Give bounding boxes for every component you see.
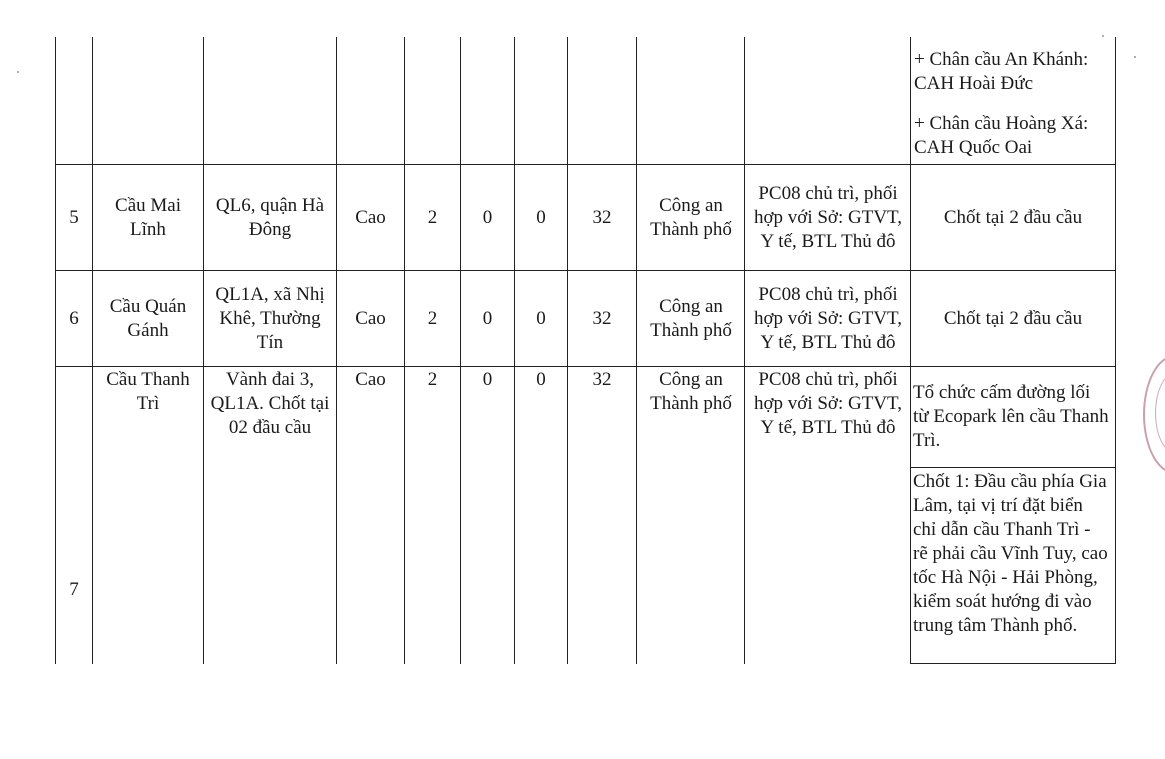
row5-n2: 0 bbox=[482, 206, 493, 228]
row6-level: Cao bbox=[355, 307, 386, 329]
row7-location: Vành đai 3, QL1A. Chốt tại 02 đầu cầu bbox=[210, 369, 330, 438]
col-border-10 bbox=[910, 37, 911, 664]
col-border-2 bbox=[203, 37, 204, 664]
top-note-2: + Chân cầu Hoàng Xá: CAH Quốc Oai bbox=[914, 113, 1089, 158]
row7-n3: 0 bbox=[536, 369, 546, 390]
row-border-3 bbox=[55, 366, 1115, 367]
scan-speck bbox=[1102, 35, 1104, 37]
row7-n4: 32 bbox=[592, 369, 612, 390]
note-split-border bbox=[910, 467, 1115, 468]
scan-speck bbox=[17, 71, 19, 73]
row5-n3: 0 bbox=[536, 206, 546, 228]
col-border-8 bbox=[636, 37, 637, 664]
col-border-1 bbox=[92, 37, 93, 664]
row6-unit: Công an Thành phố bbox=[650, 295, 732, 341]
col-border-11 bbox=[1115, 37, 1116, 664]
row5-level: Cao bbox=[355, 206, 386, 228]
row7-stt: 7 bbox=[69, 579, 79, 600]
note-bottom-border bbox=[910, 663, 1115, 664]
row5-name: Cầu Mai Lĩnh bbox=[115, 194, 181, 240]
row5-n4: 32 bbox=[592, 206, 612, 228]
row7-unit: Công an Thành phố bbox=[650, 369, 732, 414]
row7-coordination: PC08 chủ trì, phối hợp với Sở: GTVT, Y tế, BTL Thủ đô bbox=[753, 369, 902, 438]
row5-location: QL6, quận Hà Đông bbox=[215, 194, 325, 240]
row7-note-2: Chốt 1: Đầu cầu phía Gia Lâm, tại vị trí đặt biển chỉ dẫn cầu Thanh Trì - rẽ phải cầu Vĩnh Tuy, cao tốc Hà Nội - Hải Phòng, kiểm soát hướng đi vào trung tâm Thành phố. bbox=[913, 471, 1108, 636]
row7-n1: 2 bbox=[427, 369, 438, 390]
row5-n1: 2 bbox=[427, 206, 438, 228]
row7-note-1: Tổ chức cấm đường lối từ Ecopark lên cầu Thanh Trì. bbox=[913, 382, 1109, 451]
row7-level: Cao bbox=[355, 369, 386, 390]
row7-n2: 0 bbox=[482, 369, 493, 390]
row6-coordination: PC08 chủ trì, phối hợp với Sở: GTVT, Y tế, BTL Thủ đô bbox=[753, 283, 902, 353]
row5-unit: Công an Thành phố bbox=[650, 194, 732, 240]
row6-n1: 2 bbox=[427, 307, 438, 329]
top-note-1: + Chân cầu An Khánh: CAH Hoài Đức bbox=[914, 49, 1089, 94]
row6-n2: 0 bbox=[482, 307, 493, 329]
scan-speck bbox=[1134, 56, 1136, 58]
row6-name: Cầu Quán Gánh bbox=[109, 295, 187, 341]
row5-stt: 5 bbox=[69, 206, 79, 228]
row6-stt: 6 bbox=[69, 307, 79, 329]
row6-location: QL1A, xã Nhị Khê, Thường Tín bbox=[215, 283, 325, 353]
row6-note: Chốt tại 2 đầu cầu bbox=[943, 307, 1083, 329]
row5-coordination: PC08 chủ trì, phối hợp với Sở: GTVT, Y tế, BTL Thủ đô bbox=[753, 182, 902, 252]
col-border-9 bbox=[744, 37, 745, 664]
row5-note: Chốt tại 2 đầu cầu bbox=[943, 206, 1083, 228]
row6-n4: 32 bbox=[592, 307, 612, 329]
row7-name: Cầu Thanh Trì bbox=[106, 369, 190, 414]
row6-n3: 0 bbox=[536, 307, 546, 329]
